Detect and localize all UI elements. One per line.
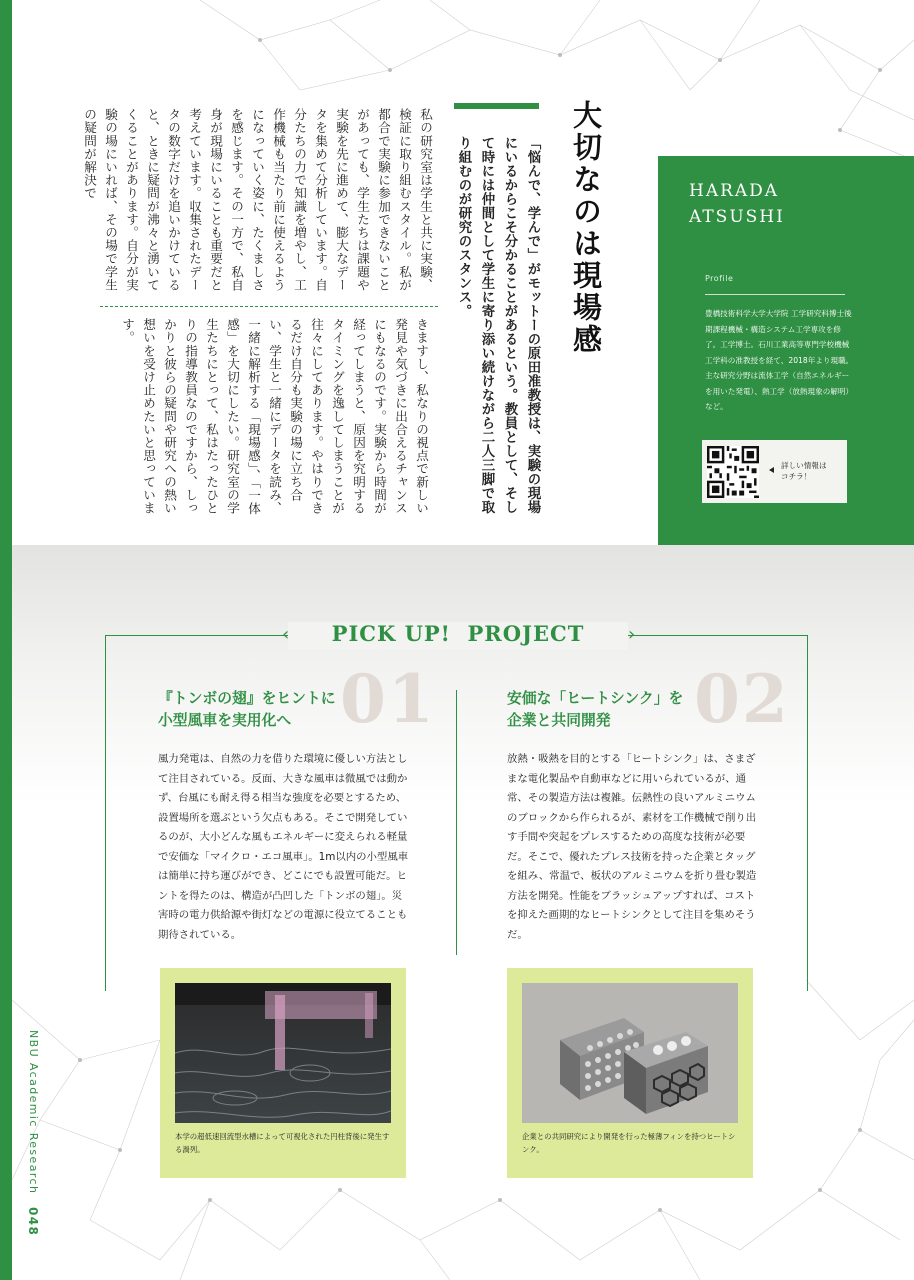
project-photo-card (507, 968, 753, 1178)
profile-name-line1: HARADA (689, 181, 780, 201)
journal-name: NBU Academic Research (27, 1030, 40, 1195)
profile-panel (658, 156, 914, 545)
side-page-tag (26, 1030, 40, 1237)
photo-caption: 本学の超低速回流型水槽によって可視化された円柱背後に発生する渦列。 (175, 1132, 390, 1154)
article-body-lower: きますし、私なりの視点で新しい発見や気づきに出合えるチャンスにもなるのです。実験から時間が経ってしまうと、原因を究明するタイミングを逸してしまうことが往々にしてあります。やはりできるだけ自分も実験の場に立ち合い、学生と一緒にデータを読み、一緒に解析する「現場感」、「一体感」を大切にしたい。研究室の学生たちにとって、私はたったひとりの指導教員なのですから、しっかりと彼らの疑問や研究への熱い想いを受け止めたいと思っています。 (120, 318, 429, 515)
qr-code-icon (707, 446, 759, 498)
article-lead: 「悩んで、学んで」がモットーの原田准教授は、実験の現場にいるからこそ分かることがあるという。教員として、そして時には仲間として学生に寄り添い続けながら二人三脚で取り組むのが研究のスタンス。 (456, 136, 540, 514)
article-title: 大切なのは現場感 (569, 100, 603, 356)
qr-link[interactable] (702, 440, 847, 503)
page-number: 048 (26, 1207, 40, 1237)
pickup-heading: PICK UP! PROJECT (331, 621, 585, 646)
photo-caption: 企業との共同研究により開発を行った極薄フィンを持つヒートシンク。 (522, 1132, 736, 1154)
chevron-left-icon: ‹ (282, 624, 290, 645)
project-number: 01 (340, 660, 436, 738)
project-title: 安価な「ヒートシンク」を 企業と共同開発 (507, 690, 684, 729)
profile-name-line2: ATSUSHI (689, 207, 785, 227)
project-photo-card (160, 968, 406, 1178)
profile-text: 豊橋技術科学大学大学院 工学研究科博士後期課程機械・構造システム工学専攻を修了。工学博士。石川工業高等専門学校機械工学科の准教授を経て、2018年より現職。主な研究分野は流体工学（自然エネルギーを用いた発電）、熱工学（放熱現象の解明）など。 (705, 309, 854, 411)
column-divider (456, 690, 457, 955)
profile-divider (705, 294, 845, 295)
heat-sink-photo (522, 983, 738, 1123)
lead-accent-rule (454, 103, 539, 109)
vortex-water-tank-photo (175, 983, 391, 1123)
project-text: 放熱・吸熱を目的とする「ヒートシンク」は、さまざまな電化製品や自動車などに用いられているが、通常、その製造方法は複雑。伝熱性の良いアルミニウムのブロックから作られるが、素材を工作機械で削り出す手間や突起をプレスするための高度な技術が必要だ。そこで、優れたプレス技術を持った企業とタッグを組み、常温で、板状のアルミニウムを折り畳む製造方法を開発。性能をブラッシュアップすれば、コストを抑えた画期的なヒートシンクとして注目を集めそうだ。 (507, 753, 757, 941)
body-divider (100, 306, 438, 307)
project-title: 『トンボの翅』をヒントに 小型風車を実用化へ (158, 690, 336, 729)
project-text: 風力発電は、自然の力を借りた環境に優しい方法として注目されている。反面、大きな風車は微風では動かず、台風にも耐え得る相当な強度を必要とするため、設置場所を選ぶという欠点もある。そこで開発しているのが、大小どんな風もエネルギーに変えられる軽量で安価な「マイクロ・エコ風車」。1m以内の小型風車は簡単に持ち運びができ、どこにでも設置可能だ。ヒントを得たのは、構造が凸凹した「トンボの翅」。災害時の電力供給源や街灯などの電源に役立てることも期待されている。 (158, 753, 409, 941)
qr-caption: 詳しい情報は コチラ！ (781, 461, 827, 481)
pointer-arrow-icon (769, 467, 774, 473)
article-body-upper: 私の研究室は学生と共に実験、検証に取り組むスタイル。私が都合で実験に参加できないことがあっても、学生たちは課題や実験を先に進めて、膨大なデータを集めて分析しています。自分たちの力で知識を増やし、工作機械も当たり前に使えるようになっていく姿に、たくましさを感じます。その一方で、私自身が現場にいることも重要だと考えています。収集されたデータの数字だけを追いかけていると、ときに疑問が沸々と湧いてくることがあります。自分が実験の場にいれば、その場で学生の疑問が解決で (82, 108, 433, 292)
profile-label: Profile (705, 274, 734, 283)
chevron-right-icon: › (628, 624, 636, 645)
profile-name (689, 178, 785, 230)
project-number: 02 (694, 660, 790, 738)
